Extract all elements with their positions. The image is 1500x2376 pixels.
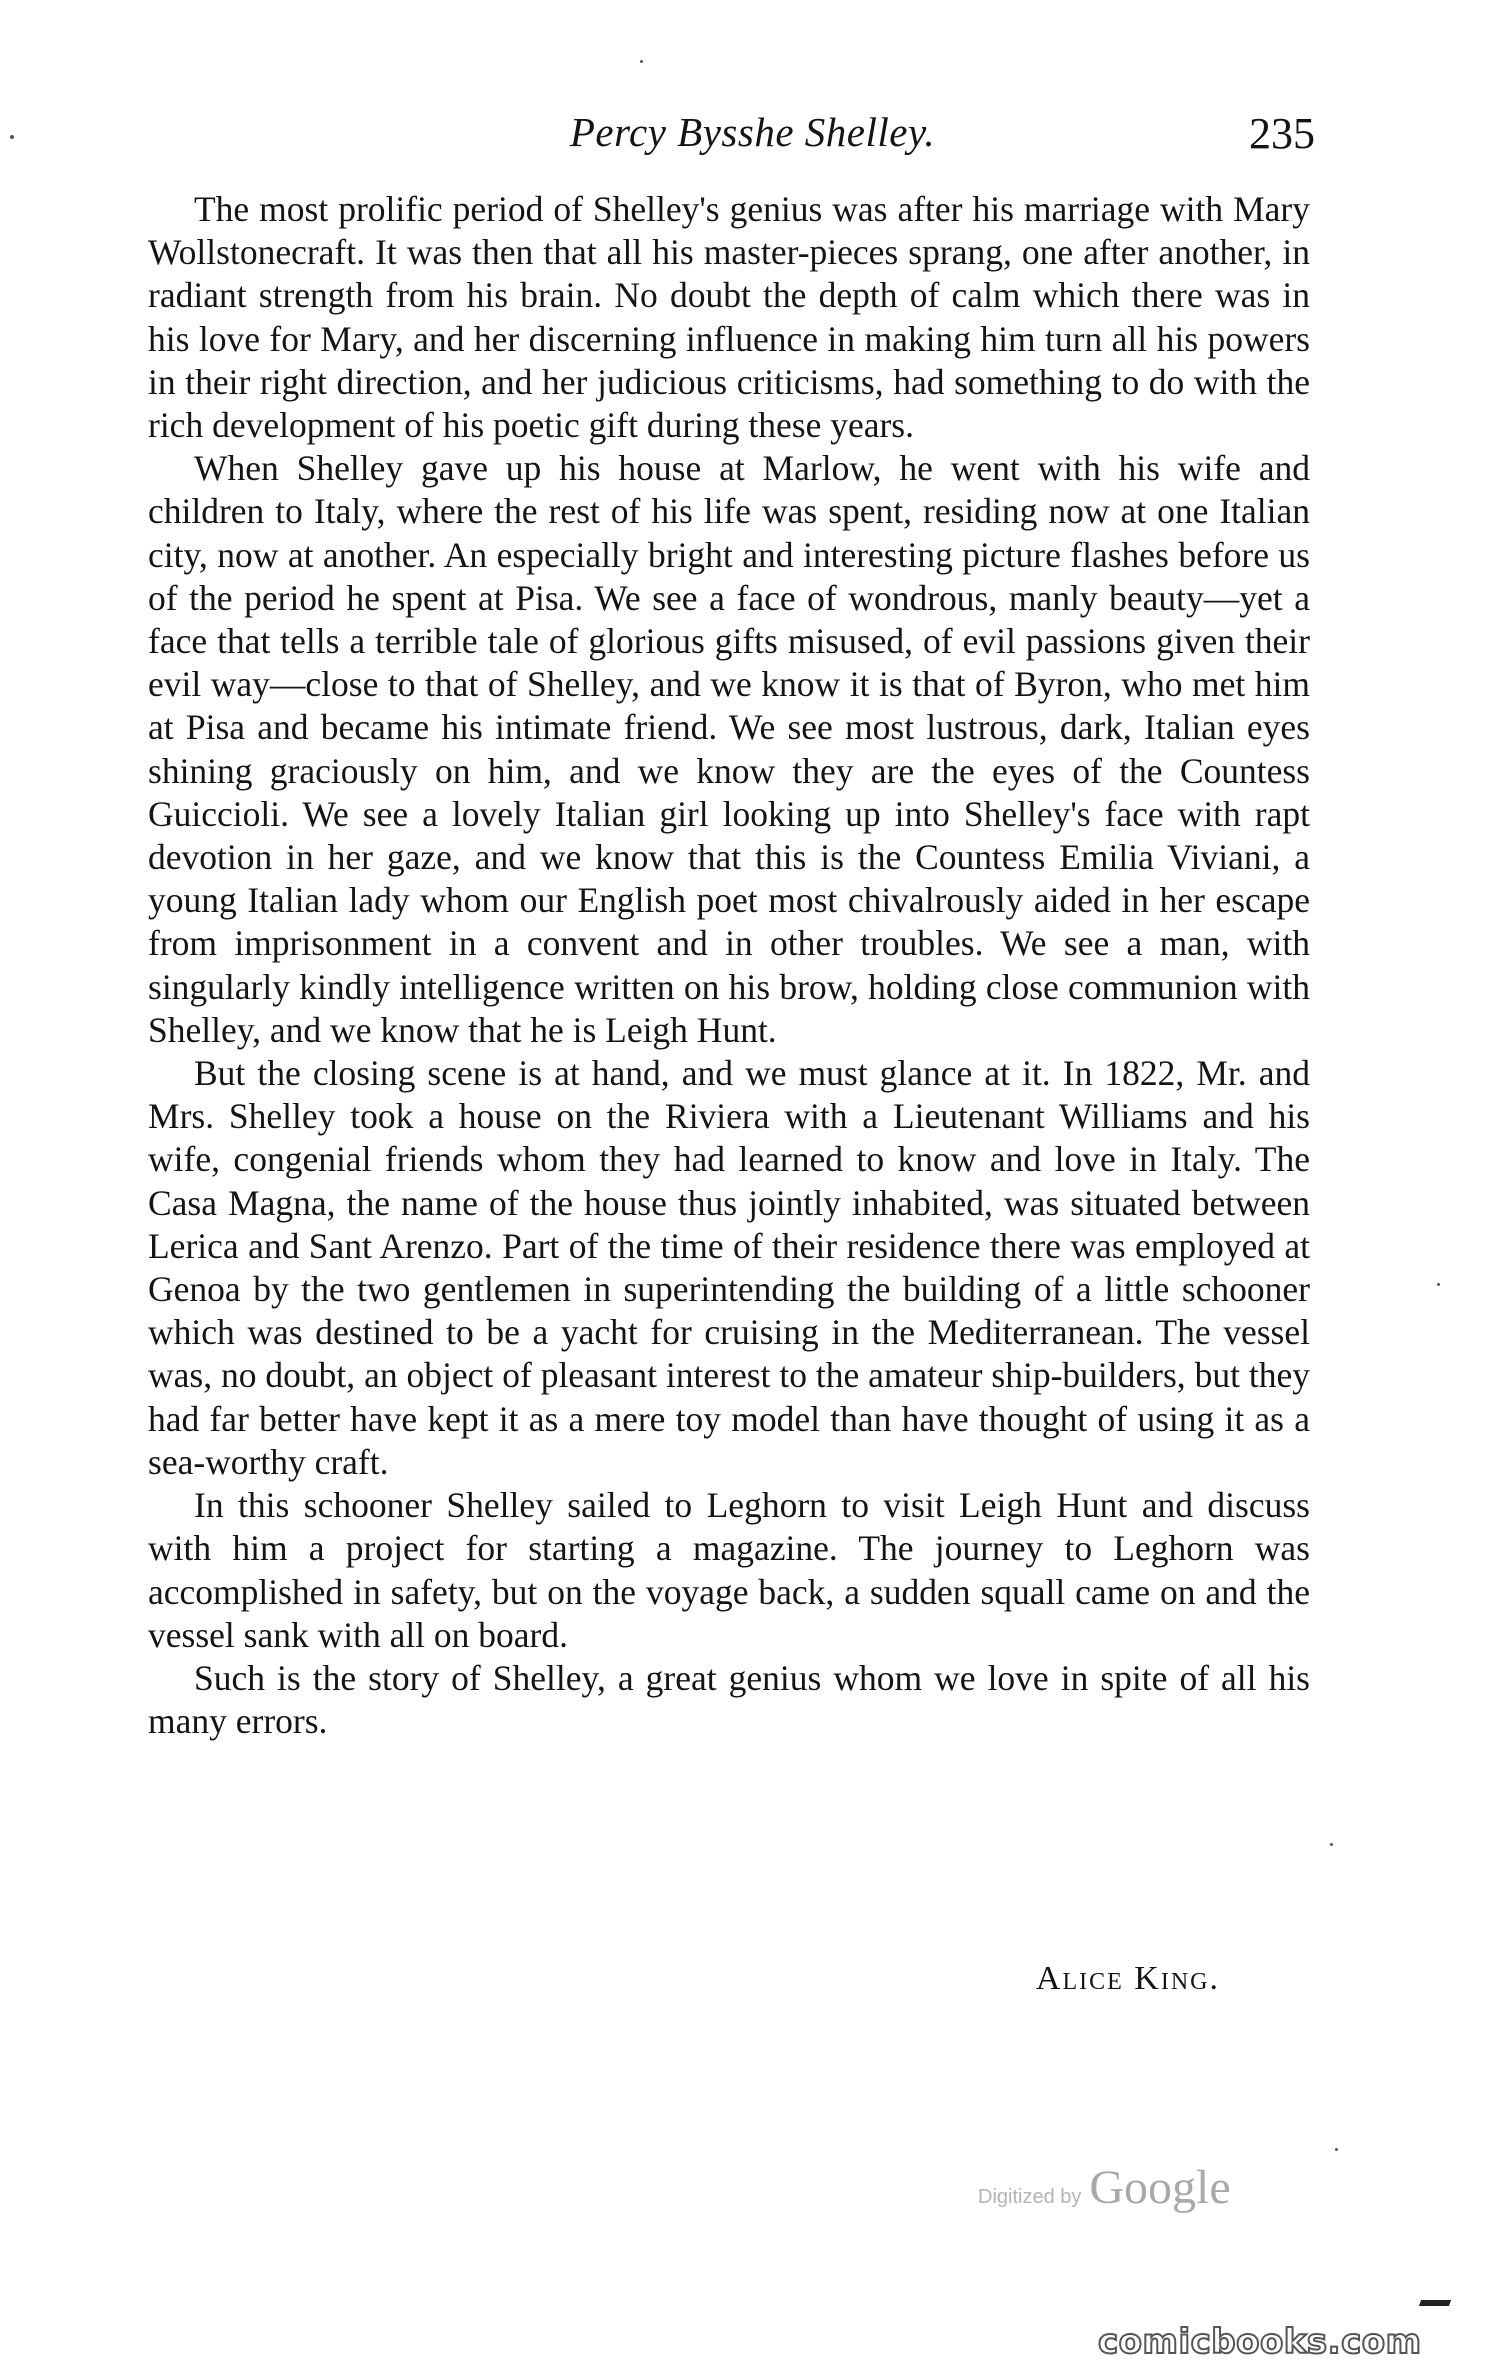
- paragraph: In this schooner Shelley sailed to Leghorn to visit Leigh Hunt and discuss with him a project for starting a magazine. The journey to Leghorn was accomplished in safety, but on the voyage back, a sudden squall came on and the vessel sank with all on board.: [148, 1485, 1310, 1655]
- author-signature: Alice King.: [1035, 1960, 1220, 1997]
- google-logo: Google: [1089, 2161, 1231, 2214]
- scan-speck: [1335, 2148, 1338, 2151]
- digitization-watermark: [978, 2160, 1231, 2215]
- site-watermark: comicbooks.com: [1098, 2322, 1422, 2362]
- scan-speck: [10, 135, 14, 139]
- site-mark-accent: [1419, 2300, 1451, 2306]
- page-header: [190, 108, 1315, 168]
- paragraph: When Shelley gave up his house at Marlow, he went with his wife and children to Italy, where the rest of his life was spent, residing now at one Italian city, now at another. An especially bright and interesting picture flashes before us of the period he spent at Pisa. We see a face of wondrous, manly beauty—yet a face that tells a terrible tale of glorious gifts misused, of evil passions given their evil way—close to that of Shelley, and we know it is that of Byron, who met him at Pisa and became his intimate friend. We see most lustrous, dark, Italian eyes shining graciously on him, and we know they are the eyes of the Countess Guiccioli. We see a lovely Italian girl looking up into Shelley's face with rapt devotion in her gaze, and we know that this is the Countess Emilia Viviani, a young Italian lady whom our English poet most chivalrously aided in her escape from imprisonment in a convent and in other troubles. We see a man, with singularly kindly intelligence written on his brow, holding close communion with Shelley, and we know that he is Leigh Hunt.: [148, 448, 1310, 1050]
- paragraph: The most prolific period of Shelley's genius was after his marriage with Mary Wollstonecraft. It was then that all his master-pieces sprang, one after another, in radiant strength from his brain. No doubt the depth of calm which there was in his love for Mary, and her discerning influence in making him turn all his powers in their right direction, and her judicious criticisms, had something to do with the rich development of his poetic gift during these years.: [148, 189, 1310, 446]
- digitized-by-label: Digitized by: [978, 2186, 1082, 2208]
- scan-speck: [640, 60, 643, 63]
- page-number: 235: [1249, 109, 1315, 158]
- paragraph: But the closing scene is at hand, and we must glance at it. In 1822, Mr. and Mrs. Shelley took a house on the Riviera with a Lieutenant Williams and his wife, congenial friends whom they had learned to know and love in Italy. The Casa Magna, the name of the house thus jointly inhabited, was situated between Lerica and Sant Arenzo. Part of the time of their residence there was employed at Genoa by the two gentlemen in superintending the building of a little schooner which was destined to be a yacht for cruising in the Mediterranean. The vessel was, no doubt, an object of pleasant interest to the amateur ship-builders, but they had far better have kept it as a mere toy model than have thought of using it as a sea-worthy craft.: [148, 1053, 1310, 1482]
- scan-speck: [1330, 1843, 1333, 1846]
- article-body: [148, 188, 1310, 1743]
- scan-speck: [1437, 1283, 1440, 1286]
- paragraph: Such is the story of Shelley, a great genius whom we love in spite of all his many errors.: [148, 1657, 1310, 1742]
- running-title: Percy Bysshe Shelley.: [569, 109, 936, 155]
